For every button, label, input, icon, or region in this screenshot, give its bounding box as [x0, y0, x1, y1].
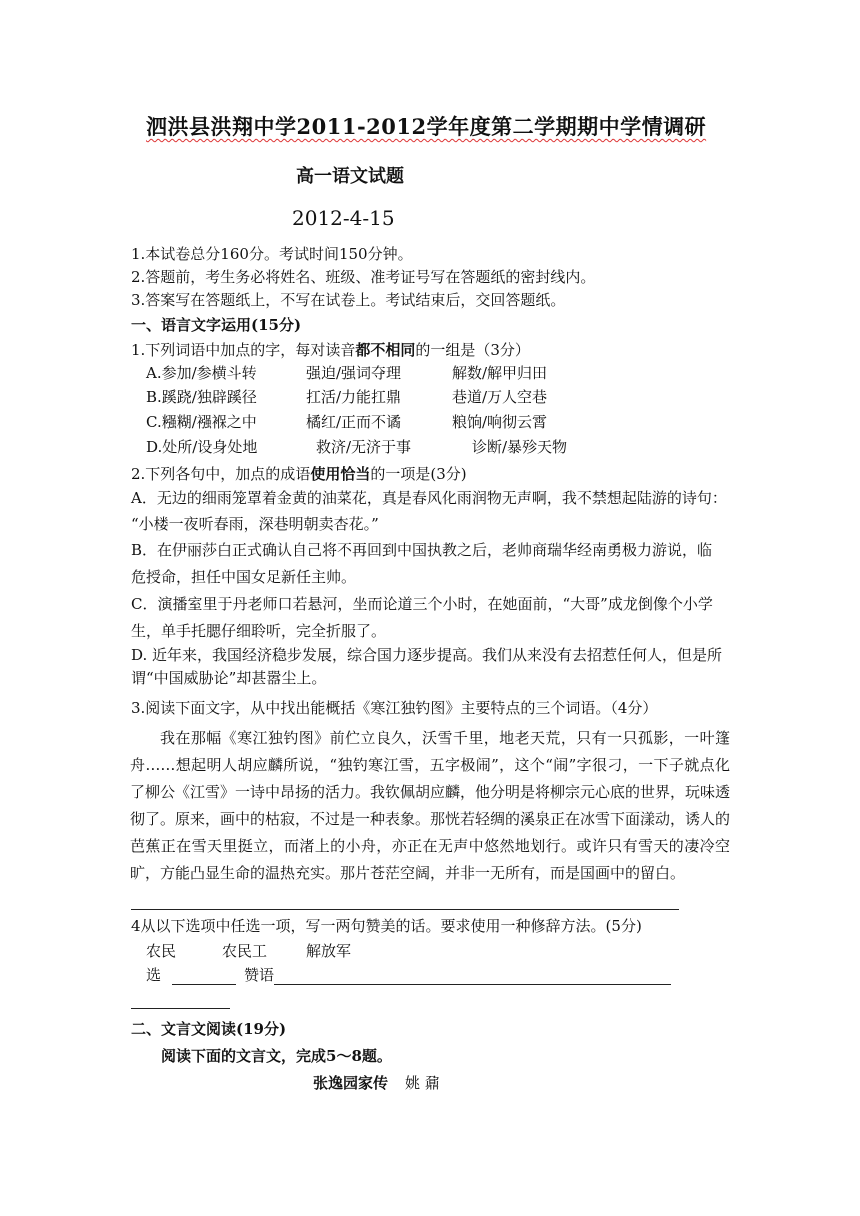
- article-author: 姚 鼐: [405, 1074, 440, 1092]
- q3-stem: 3.阅读下面文字，从中找出能概括《寒江独钓图》主要特点的三个词语。（4分）: [131, 699, 658, 717]
- note-1: 1.本试卷总分160分。考试时间150分钟。: [131, 245, 413, 263]
- q3-answer-line: [131, 909, 679, 910]
- q2-option-c-line1: C．演播室里于丹老师口若悬河，坐而论道三个小时，在她面前，“大哥”成龙倒像个小学: [131, 595, 713, 613]
- exam-title: 泗洪县洪翔中学2011-2012学年度第二学期期中学情调研: [146, 114, 707, 139]
- q4-option-3: 解放军: [306, 942, 352, 960]
- q1-row-b-col2: 扛活/力能扛鼎: [306, 388, 402, 406]
- note-3: 3.答案写在答题纸上，不写在试卷上。考试结束后，交回答题纸。: [131, 291, 566, 309]
- exam-date: 2012-4-15: [292, 206, 395, 230]
- q4-praise-blank[interactable]: [274, 984, 671, 985]
- q1-row-d-col2: 救济/无济于事: [316, 438, 412, 456]
- q1-stem-bold: 都不相同: [355, 341, 416, 359]
- q4-praise-label: 赞语: [244, 966, 275, 984]
- q2-stem-bold: 使用恰当: [310, 465, 371, 483]
- q1-row-d-col3: 诊断/暴殄天物: [472, 438, 568, 456]
- q1-row-a-col1: A.参加/参横斗转: [146, 364, 257, 382]
- q2-option-c-line2: 生，单手托腮仔细聆听，完全折服了。: [131, 622, 387, 640]
- q4-select-label: 选: [146, 966, 162, 984]
- section1-heading: 一、语言文字运用(15分): [131, 316, 302, 334]
- q1-row-b-col1: B.蹊跷/独辟蹊径: [146, 388, 257, 406]
- q1-row-c-col2: 橘红/正而不谲: [306, 413, 402, 431]
- q4-option-1: 农民: [146, 942, 177, 960]
- q1-row-a-col3: 解数/解甲归田: [452, 364, 548, 382]
- q2-stem-a: 2.下列各句中，加点的成语: [131, 465, 311, 483]
- exam-subtitle: 高一语文试题: [296, 166, 404, 187]
- q2-option-a-line1: A．无边的细雨笼罩着金黄的油菜花，真是春风化雨润物无声啊，我不禁想起陆游的诗句：: [131, 489, 727, 507]
- q4-option-2: 农民工: [222, 942, 268, 960]
- q1-row-b-col3: 巷道/万人空巷: [452, 388, 548, 406]
- section2-heading: 二、文言文阅读(19分): [131, 1020, 287, 1038]
- q1-stem-a: 1.下列词语中加点的字，每对读音: [131, 341, 356, 359]
- q2-option-d-line2: 谓“中国威胁论”却甚嚣尘上。: [131, 669, 327, 687]
- q1-row-d-col1: D.处所/设身处地: [146, 438, 258, 456]
- article-title: 张逸园家传: [313, 1074, 389, 1092]
- q2-option-d-line1: D. 近年来，我国经济稳步发展，综合国力逐步提高。我们从来没有去招惹任何人，但是所: [131, 646, 723, 664]
- q1-stem-b: 的一组是（3分）: [415, 341, 530, 359]
- section2-instruction: 阅读下面的文言文，完成5～8题。: [161, 1047, 392, 1065]
- q4-select-blank[interactable]: [172, 984, 236, 985]
- q3-passage: 我在那幅《寒江独钓图》前伫立良久，沃雪千里，地老天荒，只有一只孤影，一叶篷舟……想起明人胡应麟所说，“独钓寒江雪，五字极闹”，这个“闹”字很刁，一下子就点化了柳公《江雪》一诗中昂扬的活力。我钦佩胡应麟，他分明是将柳宗元心底的世界，玩味透彻了。原来，画中的枯寂，不过是一种表象。那恍若轻绸的溪泉正在冰雪下面漾动，诱人的芭蕉正在雪天里挺立，而渚上的小舟，亦正在无声中悠然地划行。或许只有雪天的凄冷空旷，方能凸显生命的温热充实。那片苍茫空阔，并非一无所有，而是国画中的留白。: [130, 729, 731, 882]
- q1-row-c-col3: 粮饷/响彻云霄: [452, 413, 548, 431]
- q2-option-b-line2: 危授命，担任中国女足新任主帅。: [131, 568, 357, 586]
- q2-option-a-line2: “小楼一夜听春雨，深巷明朝卖杏花。”: [131, 515, 379, 533]
- q2-stem: [131, 463, 467, 485]
- q4-stem: 4从以下选项中任选一项，写一两句赞美的话。要求使用一种修辞方法。(5分): [131, 917, 642, 935]
- q1-row-c-col1: C.糨糊/襁褓之中: [146, 413, 257, 431]
- note-2: 2.答题前，考生务必将姓名、班级、准考证号写在答题纸的密封线内。: [131, 268, 596, 286]
- q4-praise-blank-cont[interactable]: [131, 1008, 230, 1009]
- q1-stem: [131, 339, 530, 361]
- q1-row-a-col2: 强迫/强词夺理: [306, 364, 402, 382]
- q2-option-b-line1: B．在伊丽莎白正式确认自己将不再回到中国执教之后，老帅商瑞华经南勇极力游说，临: [131, 541, 713, 559]
- q2-stem-b: 的一项是(3分): [370, 465, 467, 483]
